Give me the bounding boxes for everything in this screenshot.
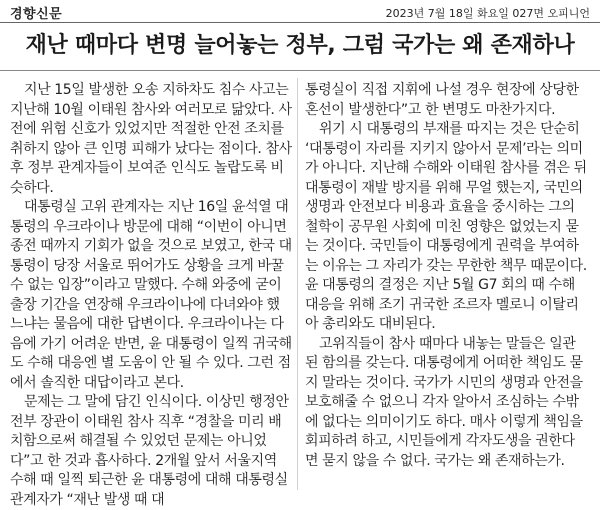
article-column-left [10, 81, 292, 510]
headline-divider [0, 70, 600, 71]
paragraph: 지난 15일 발생한 오송 지하차도 침수 사고는 지난해 10월 이태원 참사와 여러모로 닮았다. 사전에 위험 신호가 있었지만 적절한 안전 조치를 취하지 않아 큰 인명 피해가 났다는 점이다. 참사 후 정부 관계자들이 보여준 인식도 놀랍도록 비슷하다. [10, 82, 292, 196]
newspaper-masthead: 경향신문 [10, 7, 63, 22]
issue-dateline: 2023년 7월 18일 화요일 027면 오피니언 [385, 7, 590, 20]
column-divider [297, 78, 298, 490]
article-headline: 재난 때마다 변명 늘어놓는 정부, 그럼 국가는 왜 존재하나 [25, 33, 575, 58]
paragraph: 대통령실 고위 관계자는 지난 16일 윤석열 대통령의 우크라이나 방문에 대해 “이번이 아니면 종전 때까지 기회가 없을 것으로 보였고, 한국 대통령이 당장 서울로 뛰어가도 상황을 크게 바꿀 수 없는 입장”이라고 말했다. 수해 와중에 굳이 출장 기간을 연장해 우크라이나에 다녀와야 했느냐는 물음에 대한 답변이다. 우크라이나는 다음에 가기 어려운 반면, 윤 대통령이 일찍 귀국해도 수해 대응엔 별 도움이 안 될 수 있다. 그런 점에서 솔직한 대답이라고 본다. [10, 199, 292, 391]
paragraph: 위기 시 대통령의 부재를 따지는 것은 단순히 ‘대통령이 자리를 지키지 않아서 문제’라는 의미가 아니다. 지난해 수해와 이태원 참사를 겪은 뒤 대통령이 재발 방지를 위해 무얼 했는지, 국민의 생명과 안전보다 비용과 효율을 중시하는 그의 철학이 공무원 사회에 미친 영향은 없었는지 묻는 것이다. 국민들이 대통령에게 권력을 부여하는 이유는 그 자리가 갖는 무한한 책무 때문이다. 윤 대통령의 결정은 지난 5월 G7 회의 때 수해 대응을 위해 조기 귀국한 조르자 멜로니 이탈리아 총리와도 대비된다. [305, 121, 587, 332]
header-divider [0, 22, 600, 23]
paragraph: 문제는 그 말에 담긴 인식이다. 이상민 행정안전부 장관이 이태원 참사 직후 “경찰을 미리 배치함으로써 해결될 수 있었던 문제는 아니었다”고 한 것과 흡사하다. 2개월 앞서 서울지역 수해 때 일찍 퇴근한 윤 대통령에 대해 대통령실 관계자가 “재난 발생 때 대 [10, 394, 289, 508]
article-column-right [305, 81, 587, 471]
paragraph: 고위직들이 참사 때마다 내놓는 말들은 일관된 함의를 갖는다. 대통령에게 어떠한 책임도 묻지 말라는 것이다. 국가가 시민의 생명과 안전을 보호해줄 수 없으니 각자 알아서 조심하는 수밖에 없다는 의미이기도 하다. 매사 이렇게 책임을 회피하려 하고, 시민들에게 각자도생을 권한다면 묻지 않을 수 없다. 국가는 왜 존재하는가. [305, 335, 583, 469]
paragraph: 통령실이 직접 지휘에 나설 경우 현장에 상당한 혼선이 발생한다”고 한 변명도 마찬가지다. [305, 82, 579, 118]
